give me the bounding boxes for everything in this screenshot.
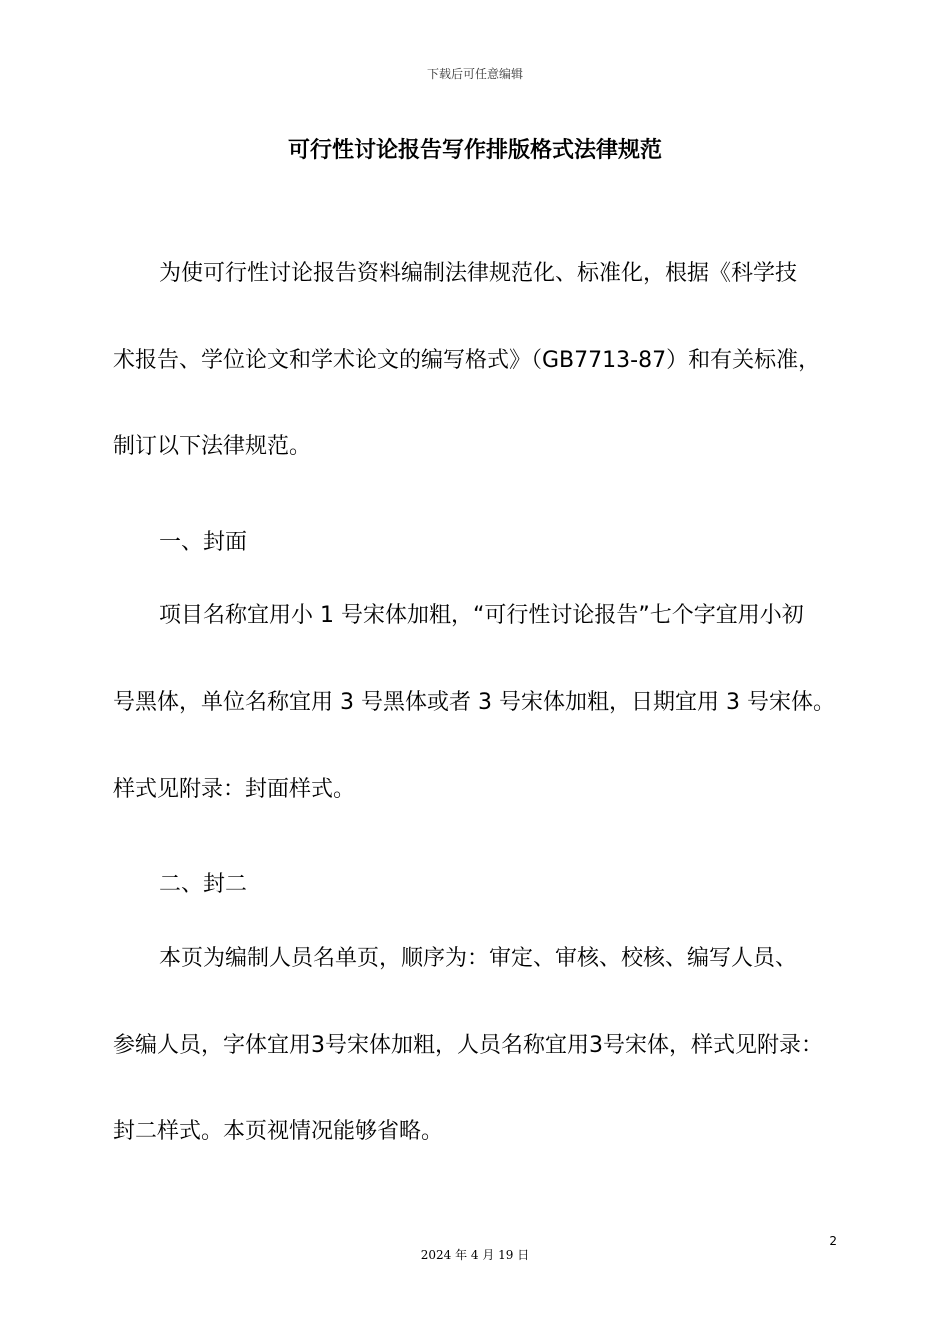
- section-heading-inside-cover: 二、封二: [159, 872, 248, 897]
- paragraph-3-line-2: 参编人员，字体宜用3号宋体加粗，人员名称宜用3号宋体，样式见附录：: [113, 1033, 823, 1058]
- paragraph-1-line-1: 为使可行性讨论报告资料编制法律规范化、标准化，根据《科学技: [159, 261, 798, 286]
- section-heading-cover: 一、封面: [159, 530, 248, 555]
- document-title: 可行性讨论报告写作排版格式法律规范: [287, 138, 662, 163]
- paragraph-3-line-1: 本页为编制人员名单页，顺序为：审定、审核、校核、编写人员、: [159, 946, 798, 971]
- paragraph-2-line-3: 样式见附录：封面样式。: [113, 777, 356, 802]
- footer-date: 2024 年 4 月 19 日: [420, 1248, 530, 1262]
- paragraph-1-line-2: 术报告、学位论文和学术论文的编写格式》（GB7713-87）和有关标准，: [113, 348, 821, 373]
- page-number: 2: [829, 1234, 837, 1248]
- paragraph-2-line-2: 号黑体，单位名称宜用 3 号黑体或者 3 号宋体加粗，日期宜用 3 号宋体。: [113, 690, 835, 715]
- header-note: 下载后可任意编辑: [426, 67, 523, 81]
- paragraph-2-line-1: 项目名称宜用小 1 号宋体加粗，“可行性讨论报告”七个字宜用小初: [159, 603, 804, 628]
- paragraph-3-line-3: 封二样式。本页视情况能够省略。: [113, 1119, 444, 1144]
- paragraph-1-line-3: 制订以下法律规范。: [113, 434, 312, 459]
